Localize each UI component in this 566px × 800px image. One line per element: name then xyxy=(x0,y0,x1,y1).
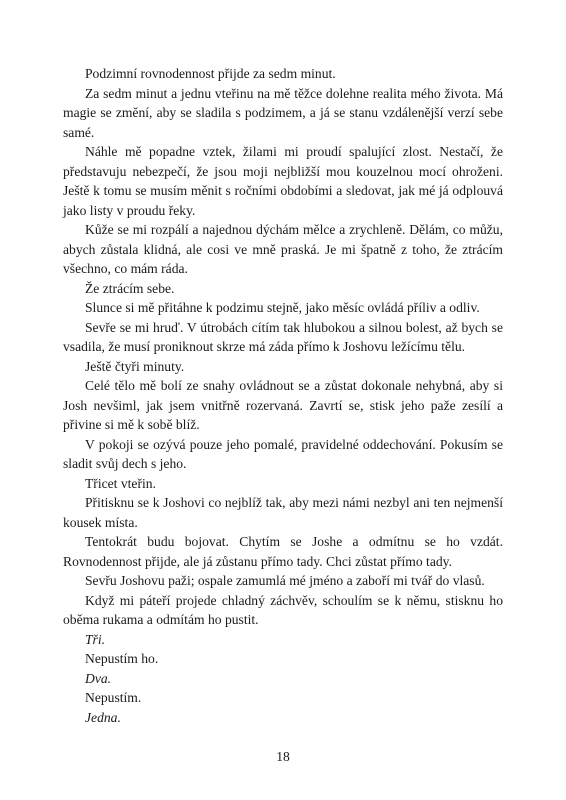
countdown-two: Dva. xyxy=(85,670,112,686)
paragraph: Že ztrácím sebe. xyxy=(85,280,175,296)
paragraph: V pokoji se ozývá pouze jeho pomalé, pravidelné oddechování. Pokusím se sladit svůj dech s jeho. xyxy=(63,436,503,471)
paragraph: Sevřu Joshovu paži; ospale zamumlá mé jméno a zaboří mi tvář do vlasů. xyxy=(85,573,485,588)
paragraph: Kůže se mi rozpálí a najednou dýchám mělce a zrychleně. Dělám, co můžu, abych zůstala klidná, ale cosi ve mně praská. Je mi špatně z toho, že ztrácím všechno, co mám ráda. xyxy=(63,222,503,276)
paragraph: Náhle mě popadne vztek, žilami mi proudí spalující zlost. Nestačí, že představuju nebezpečí, že jsou moji nejbližší mou kouzelnou mocí ohroženi. Ještě k tomu se musím měnit s ročními obdobími a sledovat, jak mé já odplouvá jako listy v proudu řeky. xyxy=(63,144,503,218)
paragraph: Přitisknu se k Joshovi co nejblíž tak, aby mezi námi nezbyl ani ten nejmenší kousek místa. xyxy=(63,495,503,530)
countdown-three: Tři. xyxy=(85,631,106,647)
paragraph: Když mi páteří projede chladný záchvěv, schoulím se k němu, stisknu ho oběma rukama a odmítám ho pustit. xyxy=(63,592,503,627)
paragraph: Nepustím. xyxy=(85,690,142,705)
paragraph: Tentokrát budu bojovat. Chytím se Joshe a odmítnu se ho vzdát. Rovnodennost přijde, ale já zůstanu přímo tady. Chci zůstat přímo tady. xyxy=(63,534,503,569)
paragraph-countdown xyxy=(63,669,503,689)
paragraph: Nepustím ho. xyxy=(85,651,159,666)
paragraph: Třicet vteřin. xyxy=(85,475,156,491)
paragraph-countdown xyxy=(63,630,503,650)
paragraph: Za sedm minut a jednu vteřinu na mě těžce dolehne realita mého života. Má magie se změní, aby se sladila s podzimem, a já se stanu vzdálenější verzí sebe samé. xyxy=(63,85,503,140)
paragraph: Slunce si mě přitáhne k podzimu stejně, jako měsíc ovládá příliv a odliv. xyxy=(85,300,480,315)
paragraph: Sevře se mi hruď. V útrobách cítím tak hlubokou a silnou bolest, až bych se vsadila, že musí proniknout skrze má záda přímo k Joshovu ležícímu tělu. xyxy=(63,319,503,354)
countdown-one: Jedna. xyxy=(85,709,121,725)
paragraph-countdown xyxy=(63,708,503,728)
paragraph: Celé tělo mě bolí ze snahy ovládnout se a zůstat dokonale nehybná, aby si Josh nevšiml, jak jsem vnitřně rozervaná. Zavrtí se, stisk jeho paže zesílí a přivine si mě k sobě blíž. xyxy=(63,378,503,432)
paragraph: Ještě čtyři minuty. xyxy=(85,358,185,374)
paragraph: Podzimní rovnodennost přijde za sedm minut. xyxy=(85,66,336,81)
page-number: 18 xyxy=(276,749,290,764)
body-text xyxy=(63,64,503,727)
